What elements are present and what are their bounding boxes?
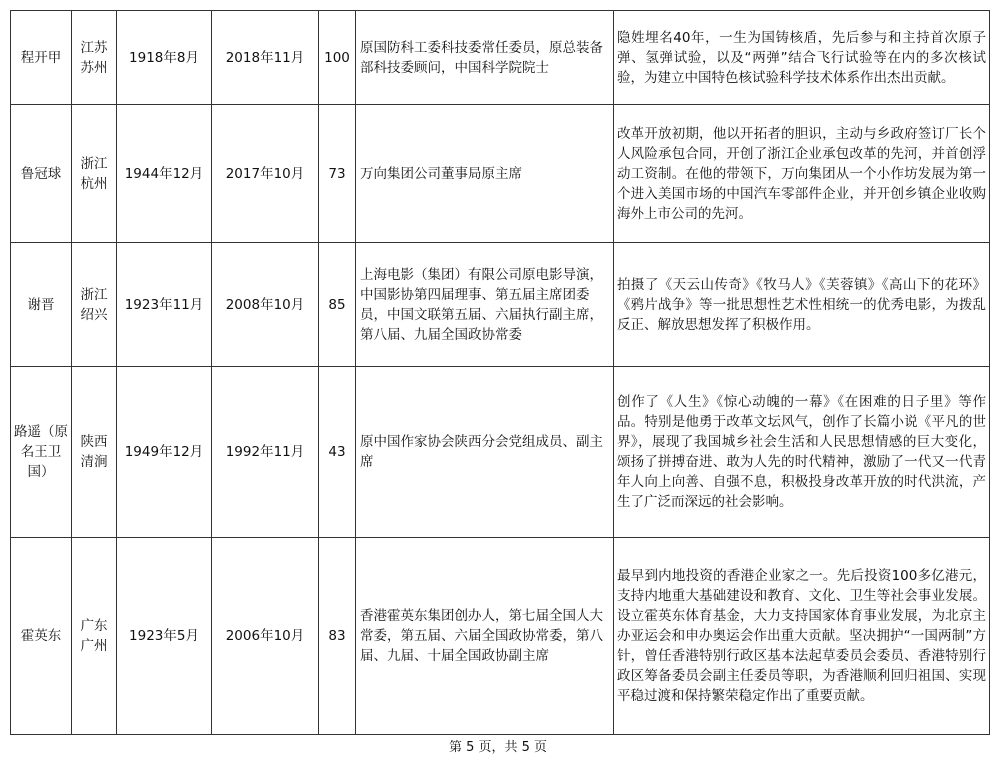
- contribution-cell: 隐姓埋名40年，一生为国铸核盾，先后参与和主持首次原子弹、氢弹试验，以及“两弹”结合飞行试验等在内的多次核试验，为建立中国特色核试验科学技术体系作出杰出贡献。: [614, 11, 990, 105]
- age-cell: 73: [319, 105, 356, 243]
- death-date-cell: 1992年11月: [212, 367, 319, 538]
- age-cell: 43: [319, 367, 356, 538]
- contribution-cell: 最早到内地投资的香港企业家之一。先后投资100多亿港元，支持内地重大基础建设和教育、文化、卫生等社会事业发展。设立霍英东体育基金，大力支持国家体育事业发展，为北京主办亚运会和申办奥运会作出重大贡献。坚决拥护“一国两制”方针，曾任香港特别行政区基本法起草委员会委员、香港特别行政区筹备委员会副主任委员等职，为香港顺利回归祖国、实现平稳过渡和保持繁荣稳定作出了重要贡献。: [614, 538, 990, 735]
- death-date-cell: 2006年10月: [212, 538, 319, 735]
- honorees-table: [10, 10, 990, 735]
- table-row: [11, 105, 990, 243]
- death-date-cell: 2018年11月: [212, 11, 319, 105]
- name-cell: 谢晋: [11, 243, 72, 367]
- birthplace-cell: 江苏苏州: [72, 11, 117, 105]
- birth-date-cell: 1923年11月: [117, 243, 212, 367]
- position-cell: 原国防科工委科技委常任委员，原总装备部科技委顾问，中国科学院院士: [356, 11, 614, 105]
- contribution-cell: 创作了《人生》《惊心动魄的一幕》《在困难的日子里》等作品。特别是他勇于改革文坛风气，创作了长篇小说《平凡的世界》，展现了我国城乡社会生活和人民思想情感的巨大变化，颂扬了拼搏奋进、敢为人先的时代精神，激励了一代又一代青年人向上向善、自强不息，积极投身改革开放的时代洪流，产生了广泛而深远的社会影响。: [614, 367, 990, 538]
- age-cell: 100: [319, 11, 356, 105]
- table-row: [11, 11, 990, 105]
- contribution-cell: 改革开放初期，他以开拓者的胆识，主动与乡政府签订厂长个人风险承包合同，开创了浙江企业承包改革的先河，并首创浮动工资制。在他的带领下，万向集团从一个小作坊发展为第一个进入美国市场的中国汽车零部件企业，并开创乡镇企业收购海外上市公司的先河。: [614, 105, 990, 243]
- table-row: [11, 367, 990, 538]
- name-cell: 霍英东: [11, 538, 72, 735]
- death-date-cell: 2008年10月: [212, 243, 319, 367]
- table-row: [11, 538, 990, 735]
- contribution-cell: 拍摄了《天云山传奇》《牧马人》《芙蓉镇》《高山下的花环》《鸦片战争》等一批思想性艺术性相统一的优秀电影，为拨乱反正、解放思想发挥了积极作用。: [614, 243, 990, 367]
- birthplace-cell: 广东广州: [72, 538, 117, 735]
- position-cell: 原中国作家协会陕西分会党组成员、副主席: [356, 367, 614, 538]
- table-row: [11, 243, 990, 367]
- birthplace-cell: 浙江绍兴: [72, 243, 117, 367]
- name-cell: 程开甲: [11, 11, 72, 105]
- birthplace-cell: 浙江杭州: [72, 105, 117, 243]
- name-cell: 路遥（原名王卫国）: [11, 367, 72, 538]
- birthplace-cell: 陕西清涧: [72, 367, 117, 538]
- position-cell: 香港霍英东集团创办人，第七届全国人大常委，第五届、六届全国政协常委，第八届、九届、十届全国政协副主席: [356, 538, 614, 735]
- name-cell: 鲁冠球: [11, 105, 72, 243]
- birth-date-cell: 1944年12月: [117, 105, 212, 243]
- death-date-cell: 2017年10月: [212, 105, 319, 243]
- page-footer: 第 5 页，共 5 页: [448, 740, 548, 755]
- birth-date-cell: 1923年5月: [117, 538, 212, 735]
- birth-date-cell: 1918年8月: [117, 11, 212, 105]
- age-cell: 83: [319, 538, 356, 735]
- age-cell: 85: [319, 243, 356, 367]
- position-cell: 上海电影（集团）有限公司原电影导演，中国影协第四届理事、第五届主席团委员，中国文联第五届、六届执行副主席，第八届、九届全国政协常委: [356, 243, 614, 367]
- position-cell: 万向集团公司董事局原主席: [356, 105, 614, 243]
- birth-date-cell: 1949年12月: [117, 367, 212, 538]
